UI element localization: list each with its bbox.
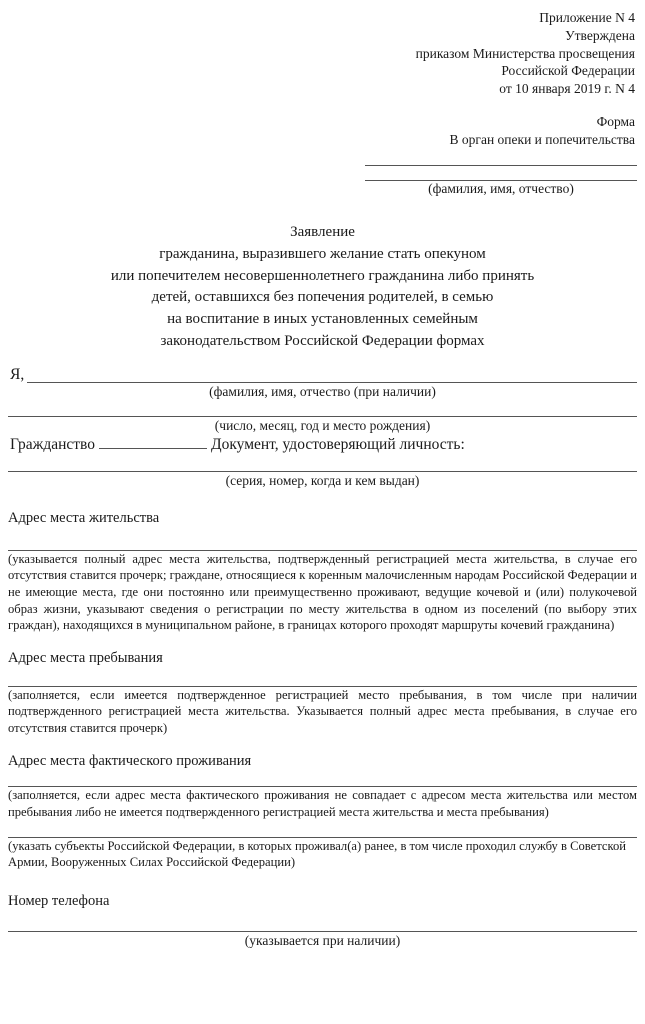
title-line-1: Заявление: [290, 224, 355, 241]
order-line-2: Российской Федерации: [501, 63, 635, 79]
title-line-3: или попечителем несовершеннолетнего гражданина либо принять: [110, 267, 535, 284]
title-line-6: законодательством Российской Федерации формах: [160, 332, 485, 349]
applicant-name-row: [0, 367, 645, 384]
actual-note: (заполняется, если адрес места фактического проживания не совпадает с адресом места жительства или местом пребывания либо не имеется подтвержденного регистрацией места жительства и места пребывания): [8, 788, 637, 819]
actual-heading: Адрес места фактического проживания: [8, 752, 252, 769]
title-line-4: детей, оставшихся без попечения родителей, в семью: [151, 289, 494, 306]
title-line-5: на воспитание в иных установленных семейным: [167, 311, 478, 328]
document-title: [0, 222, 645, 353]
citizenship-input[interactable]: [99, 435, 207, 449]
citizenship-row: [0, 435, 645, 454]
stay-note: (заполняется, если имеется подтвержденное регистрацией место пребывания, в том числе при наличии подтвержденного регистрацией места жительства. Указывается полный адрес места пребывания, в случае его отсутствия ставится прочерк): [8, 687, 637, 736]
stay-heading: Адрес места пребывания: [8, 650, 163, 667]
addressee-caption: (фамилия, имя, отчество): [428, 180, 574, 196]
document-caption: (серия, номер, когда и кем выдан): [225, 472, 420, 488]
document-details-input[interactable]: [8, 471, 637, 472]
form-word: Форма: [596, 114, 635, 130]
addressee-line: В орган опеки и попечительства: [449, 131, 635, 147]
applicant-fio-input[interactable]: [27, 367, 637, 383]
phone-caption: (указывается при наличии): [244, 932, 401, 948]
citizenship-label: Гражданство: [10, 436, 96, 454]
residence-note: (указывается полный адрес места жительства, подтвержденный регистрацией места жительства, в случае его отсутствия ставится прочерк; граждане, относящиеся к коренным малочисленным народам Российской Федерации и не имеющие места, где они постоянно или преимущественно проживают, ведущие кочевой и (или) полукочевой образ жизни, указывают сведения о регистрации по месту жительства в одном из поселений (по выбору этих граждан), находящихся в муниципальном районе, в границах которого проходят маршруты кочевий гражданина): [8, 551, 637, 633]
approved-label: Утверждена: [565, 27, 635, 43]
residence-heading: Адрес места жительства: [8, 510, 160, 527]
applicant-birth-caption: (число, месяц, год и место рождения): [214, 417, 431, 433]
phone-input[interactable]: [8, 931, 637, 932]
applicant-birth-input[interactable]: [8, 416, 637, 417]
applicant-fio-caption: (фамилия, имя, отчество (при наличии): [209, 384, 436, 400]
title-line-2: гражданина, выразившего желание стать опекуном: [159, 245, 486, 262]
appendix-number: Приложение N 4: [539, 10, 635, 25]
previous-regions-note: (указать субъекты Российской Федерации, в которых проживал(а) ранее, в том числе проходил службу в Советской Армии, Вооруженных Силах Российской Федерации): [8, 838, 627, 870]
phone-heading: Номер телефона: [8, 893, 110, 910]
document-label: Документ, удостоверяющий личность:: [211, 436, 465, 454]
appendix-header: [0, 0, 645, 98]
order-line-1: приказом Министерства просвещения: [415, 45, 635, 61]
applicant-i-label: Я,: [10, 365, 25, 383]
order-line-3: от 10 января 2019 г. N 4: [499, 81, 635, 97]
